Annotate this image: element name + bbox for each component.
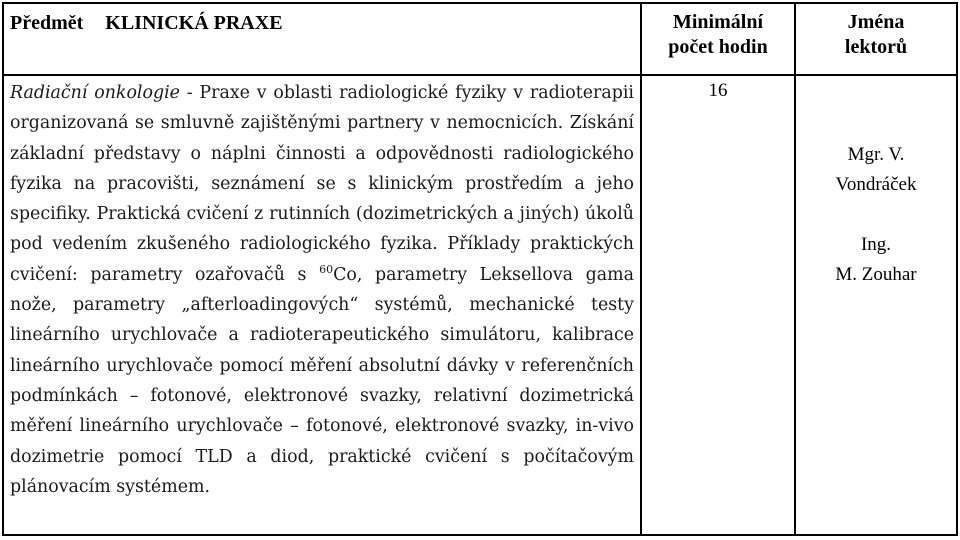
lecturer-1-line1: Mgr. V.: [847, 144, 905, 165]
isotope-mass-number: 60: [319, 262, 334, 276]
hours-value: 16: [708, 80, 728, 101]
hours-header-line1: Minimální: [672, 11, 763, 33]
lecturers-header-line1: Jména: [847, 11, 905, 33]
lecturer-1-line2: Vondráček: [835, 174, 917, 195]
lecturers-header-line2: lektorů: [844, 36, 908, 58]
lecturer-2-line1: Ing.: [860, 234, 892, 255]
hours-header-line2: počet hodin: [668, 36, 768, 58]
lecturers-cell: [795, 75, 957, 535]
course-table: [2, 2, 958, 536]
subject-header-cell: [3, 3, 641, 75]
course-row: [3, 75, 957, 535]
subject-label: Předmět: [10, 12, 84, 34]
lecturer-2-line2: M. Zouhar: [835, 264, 917, 285]
description-intro: - Praxe v oblasti radiologické fyziky v radioterapii organizovaná se smluvně zajištěnými partnery v nemocnicích. Získání základní představy o náplni činnosti a odpovědnosti radiologického fyzika na pracovišti, seznámení se s klinickým prostředím a jeho specifiky. Praktická cvičení z rutinních (dozimetrických a jiných) úkolů pod vedením zkušeného radiologického fyzika. Příklady praktických cvičení: parametry ozařovačů s: [10, 83, 634, 285]
topic-title: Radiační onkologie: [10, 83, 180, 103]
description-rest: Co, parametry Leksellova gama nože, parametry „afterloadingových“ systémů, mechanické testy lineárního urychlovače a radioterapeutického simulátoru, kalibrace lineárního urychlovače pomocí měření absolutní dávky v referenčních podmínkách – fotonové, elektronové svazky, relativní dozimetrická měření lineárního urychlovače – fotonové, elektronové svazky, in-vivo dozimetrie pomocí TLD a diod, praktické cvičení s počítačovým plánovacím systémem.: [10, 264, 634, 497]
lecturers-header-cell: [795, 3, 957, 75]
hours-cell: [641, 75, 795, 535]
hours-header-cell: [641, 3, 795, 75]
subject-name: KLINICKÁ PRAXE: [105, 12, 283, 34]
description-cell: [3, 75, 641, 535]
header-row: [3, 3, 957, 75]
